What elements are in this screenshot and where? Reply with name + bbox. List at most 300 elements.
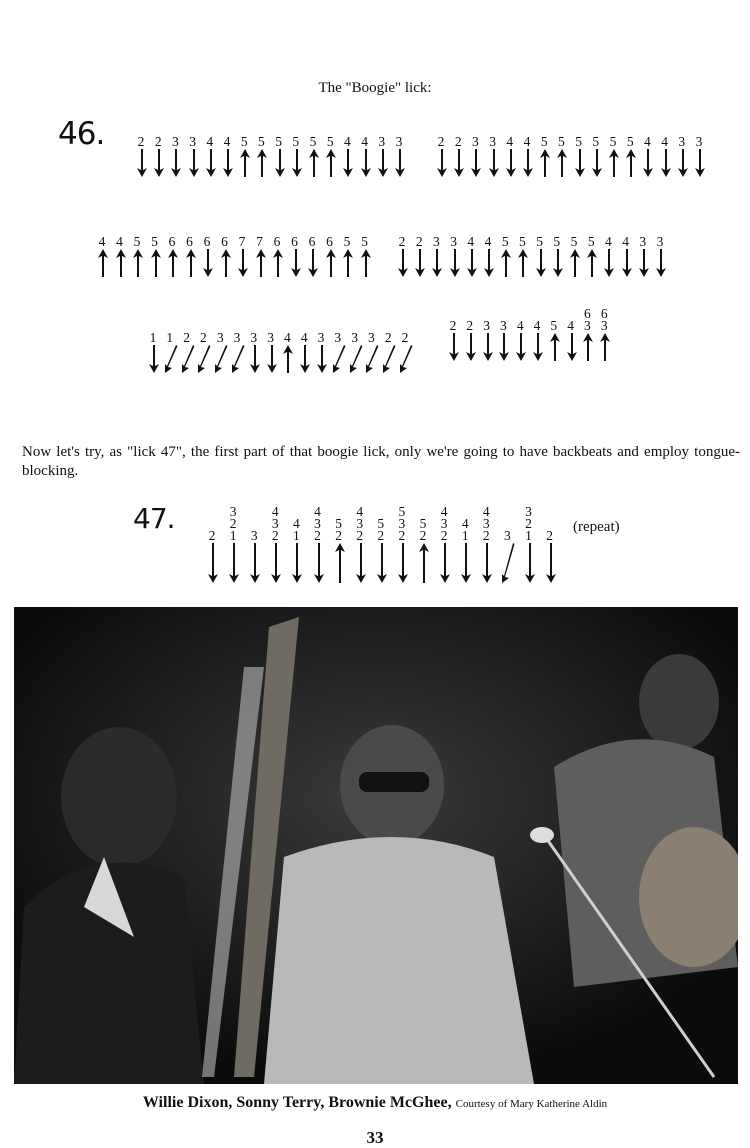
tab-note [166,236,178,277]
tab-note [324,136,336,177]
blow-arrow-up-icon [131,249,145,277]
tab-hole-number: 4 [284,330,291,345]
draw-arrow-down-icon [487,149,501,177]
tab-note [534,236,546,277]
tab-hole-number: 5 [536,234,543,249]
tab-note [312,506,324,583]
tab-note [624,136,636,177]
photo-caption [0,1094,750,1112]
right-musician-head [639,654,719,750]
tab-note [248,332,260,373]
tab-hole-number: 2 [208,528,216,543]
draw-arrow-down-icon [531,333,545,361]
blow-arrow-up-icon [417,543,431,583]
tab-hole-number: 1 [293,528,300,543]
tab-note [315,332,327,373]
tab-note [96,236,108,277]
tab-hole-number: 5 [309,134,317,149]
draw-arrow-down-icon [290,543,304,583]
tab-hole-number: 5 [361,234,368,249]
blow-arrow-up-icon [307,149,321,177]
draw-arrow-down-icon [464,333,478,361]
bend-arrow-icon [349,345,363,373]
draw-arrow-down-icon [544,543,558,583]
caption-credit: Courtesy of Mary Katherine Aldin [455,1098,608,1110]
draw-arrow-down-icon [659,149,673,177]
tab-note [290,518,302,583]
draw-arrow-down-icon [341,149,355,177]
tab-note [654,236,666,277]
tab-hole-number: 4 [484,234,492,249]
tab-hole-number: 3 [656,234,664,249]
tab-hole-number: 3 [489,134,496,149]
tab-hole-number: 3 [584,318,591,333]
tab-hole-number: 2 [419,528,427,543]
tab-note [438,506,450,583]
bend-arrow-icon [164,345,178,373]
tab-hole-number: 4 [661,134,668,149]
blow-arrow-up-icon [624,149,638,177]
bend-arrow-icon [181,345,195,373]
tab-hole-number: 2 [415,234,423,249]
tab-hole-number: 6 [221,234,228,249]
tab-hole-number: 4 [116,234,123,249]
tab-note [204,136,216,177]
tab-hole-number: 3 [314,516,321,531]
tab-hole-number: 3 [216,330,224,345]
draw-arrow-down-icon [187,149,201,177]
tab-note [464,320,476,361]
tab-note [497,320,509,361]
tab-note [523,506,535,583]
tab-hole-number: 4 [206,134,214,149]
tab-hole-number: 4 [440,504,448,519]
tab-note [565,320,577,361]
tab-note [254,236,266,277]
draw-arrow-down-icon [534,249,548,277]
tab-note [641,136,653,177]
blow-arrow-up-icon [96,249,110,277]
tab-hole-number: 2 [314,528,321,543]
tab-note [568,236,580,277]
tab-note [149,236,161,277]
tab-hole-number: 4 [300,330,308,345]
draw-arrow-down-icon [306,249,320,277]
draw-arrow-down-icon [459,543,473,583]
tab-hole-number: 5 [570,234,578,249]
tab-note [521,136,533,177]
tab-note [602,236,614,277]
blow-arrow-up-icon [281,345,295,373]
tab-hole-number: 2 [356,528,364,543]
tab-note [135,136,147,177]
draw-arrow-down-icon [298,345,312,373]
tab-note [271,236,283,277]
blow-arrow-up-icon [238,149,252,177]
tab-hole-number: 6 [326,234,333,249]
tab-note [501,530,513,583]
draw-arrow-down-icon [147,345,161,373]
tab-hole-number: 3 [472,134,479,149]
draw-arrow-down-icon [413,249,427,277]
tab-note [481,320,493,361]
tab-note [538,136,550,177]
tab-hole-number: 6 [291,234,298,249]
draw-arrow-down-icon [654,249,668,277]
draw-arrow-down-icon [396,249,410,277]
page-title: The "Boogie" lick: [318,80,432,96]
blow-arrow-up-icon [516,249,530,277]
tab-hole-number: 4 [271,504,279,519]
tab-hole-number: 2 [525,516,532,531]
draw-arrow-down-icon [375,543,389,583]
tab-note [281,332,293,373]
draw-arrow-down-icon [481,333,495,361]
draw-arrow-down-icon [438,543,452,583]
tab-note [693,136,705,177]
blow-arrow-up-icon [271,249,285,277]
tab-hole-number: 3 [229,504,237,519]
tab-note [219,236,231,277]
draw-arrow-down-icon [204,149,218,177]
tab-note [290,136,302,177]
tab-note [332,332,344,373]
tab-note [504,136,516,177]
tab-note [544,530,556,583]
tab-note [359,236,371,277]
example-47-number: 47. [133,502,175,535]
tab-note [551,236,563,277]
tab-hole-number: 4 [644,134,651,149]
tab-note [354,506,366,583]
tab-hole-number: 5 [258,134,265,149]
blow-arrow-up-icon [324,149,338,177]
draw-arrow-down-icon [497,333,511,361]
tab-note [231,332,243,373]
tab-hole-number: 4 [482,504,490,519]
tab-note [131,236,143,277]
tab-hole-number: 2 [335,528,342,543]
tab-hole-number: 2 [440,528,448,543]
tab-hole-number: 3 [395,134,403,149]
microphone [530,827,554,843]
tab-note [480,506,492,583]
draw-arrow-down-icon [152,149,166,177]
tab-hole-number: 5 [343,234,351,249]
tab-hole-number: 2 [137,134,145,149]
tab-hole-number: 3 [695,134,703,149]
tab-note [184,236,196,277]
tab-hole-number: 5 [553,234,561,249]
tab-note [659,136,671,177]
tab-hole-number: 3 [398,516,406,531]
tab-note [514,320,526,361]
bend-arrow-icon [197,345,211,373]
draw-arrow-down-icon [637,249,651,277]
bend-arrow-icon [399,345,413,373]
tab-hole-number: 2 [398,234,406,249]
draw-arrow-down-icon [523,543,537,583]
tab-hole-number: 3 [356,516,364,531]
tab-hole-number: 2 [384,330,392,345]
tab-hole-number: 4 [467,234,475,249]
draw-arrow-down-icon [480,543,494,583]
tab-hole-number: 3 [482,516,490,531]
tab-note [269,506,281,583]
tab-hole-number: 4 [605,234,612,249]
tab-note [516,236,528,277]
tab-hole-number: 5 [587,234,595,249]
tab-note [573,136,585,177]
tab-note [221,136,233,177]
tab-hole-number: 3 [433,234,440,249]
tab-hole-number: 3 [639,234,647,249]
draw-arrow-down-icon [551,249,565,277]
tab-hole-number: 1 [525,528,532,543]
tab-hole-number: 3 [504,528,511,543]
tab-hole-number: 5 [292,134,300,149]
tab-hole-number: 5 [575,134,582,149]
tab-hole-number: 4 [523,134,531,149]
tab-hole-number: 3 [600,318,608,333]
tab-hole-number: 2 [154,134,162,149]
example-46-number: 46. [58,116,105,152]
tab-hole-number: 2 [398,528,406,543]
draw-arrow-down-icon [521,149,535,177]
tab-note [333,518,345,583]
tab-note [607,136,619,177]
tab-note [531,320,543,361]
bend-arrow-icon [231,345,245,373]
tab-hole-number: 2 [437,134,445,149]
tab-hole-number: 3 [233,330,241,345]
tab-note [435,136,447,177]
blow-arrow-up-icon [324,249,338,277]
blow-arrow-up-icon [555,149,569,177]
tab-hole-number: 5 [592,134,600,149]
tab-hole-number: 4 [293,516,300,531]
tab-hole-number: 3 [317,330,325,345]
tab-note [187,136,199,177]
tab-hole-number: 1 [149,330,157,345]
tab-hole-number: 4 [314,504,321,519]
tab-note [581,308,593,361]
tab-hole-number: 6 [203,234,211,249]
draw-arrow-down-icon [448,249,462,277]
draw-arrow-down-icon [676,149,690,177]
tab-hole-number: 4 [567,318,574,333]
repeat-label: (repeat) [573,519,620,535]
tab-note [447,320,459,361]
tab-note [465,236,477,277]
tab-note [236,236,248,277]
tab-hole-number: 5 [151,234,158,249]
tab-hole-number: 3 [378,134,386,149]
blow-arrow-up-icon [149,249,163,277]
draw-arrow-down-icon [359,149,373,177]
tab-hole-number: 3 [440,516,448,531]
tab-hole-number: 5 [326,134,334,149]
tab-note [365,332,377,373]
tab-hole-number: 3 [525,504,532,519]
blow-arrow-up-icon [585,249,599,277]
tab-note [590,136,602,177]
tab-hole-number: 2 [271,528,279,543]
draw-arrow-down-icon [248,345,262,373]
blow-arrow-up-icon [568,249,582,277]
tab-note [499,236,511,277]
blow-arrow-up-icon [333,543,347,583]
tab-hole-number: 5 [133,234,141,249]
draw-arrow-down-icon [265,345,279,373]
tab-note [341,236,353,277]
tab-note [306,236,318,277]
draw-arrow-down-icon [514,333,528,361]
tab-hole-number: 2 [449,318,457,333]
tab-hole-number: 3 [250,330,258,345]
draw-arrow-down-icon [482,249,496,277]
tab-hole-number: 3 [250,528,258,543]
draw-arrow-down-icon [169,149,183,177]
tab-hole-number: 5 [240,134,248,149]
tab-hole-number: 3 [678,134,686,149]
tab-note [307,136,319,177]
tab-note [413,236,425,277]
tab-note [201,236,213,277]
blow-arrow-up-icon [255,149,269,177]
blow-arrow-up-icon [499,249,513,277]
tab-hole-number: 5 [550,318,558,333]
tab-hole-number: 2 [200,330,207,345]
tab-hole-number: 6 [308,234,316,249]
tab-note [448,236,460,277]
blow-arrow-up-icon [538,149,552,177]
caption-names: Willie Dixon, Sonny Terry, Brownie McGhee, [142,1094,452,1111]
draw-arrow-down-icon [620,249,634,277]
tab-hole-number: 1 [461,528,469,543]
tab-note [396,236,408,277]
tab-note [164,332,176,373]
tab-note [452,136,464,177]
bend-arrow-icon [332,345,346,373]
tab-note [324,236,336,277]
draw-arrow-down-icon [465,249,479,277]
draw-arrow-down-icon [435,149,449,177]
draw-arrow-down-icon [221,149,235,177]
tab-note [459,518,471,583]
tab-note [265,332,277,373]
tab-note [114,236,126,277]
tab-note [598,308,610,361]
draw-arrow-down-icon [590,149,604,177]
tab-hole-number: 5 [419,516,427,531]
tab-hole-number: 2 [183,330,190,345]
bend-arrow-icon [501,543,515,583]
tab-hole-number: 3 [334,330,342,345]
draw-arrow-down-icon [452,149,466,177]
tab-hole-number: 5 [558,134,565,149]
blow-arrow-up-icon [254,249,268,277]
tab-note [396,506,408,583]
draw-arrow-down-icon [227,543,241,583]
draw-arrow-down-icon [236,249,250,277]
tab-note [469,136,481,177]
tab-hole-number: 5 [519,234,526,249]
tab-hole-number: 2 [466,318,474,333]
tab-hole-number: 5 [398,504,406,519]
tab-note [349,332,361,373]
instruction-paragraph: Now let's try, as "lick 47", the first part of that boogie lick, only we're going to have backbeats and employ tongue-blocking. [22,444,740,479]
tab-note [214,332,226,373]
blow-arrow-up-icon [166,249,180,277]
tab-note [637,236,649,277]
tab-hole-number: 5 [335,516,342,531]
tab-hole-number: 6 [584,306,591,321]
draw-arrow-down-icon [206,543,220,583]
bend-arrow-icon [214,345,228,373]
tab-note [548,320,560,361]
blow-arrow-up-icon [581,333,595,361]
tab-hole-number: 3 [500,318,507,333]
page-number: 33 [366,1128,384,1147]
blow-arrow-up-icon [114,249,128,277]
tab-note [273,136,285,177]
tab-hole-number: 3 [450,234,457,249]
tab-hole-number: 2 [377,528,385,543]
tab-note [238,136,250,177]
tab-hole-number: 4 [356,504,364,519]
tab-note [341,136,353,177]
tab-note [482,236,494,277]
tab-hole-number: 6 [168,234,176,249]
draw-arrow-down-icon [641,149,655,177]
tab-hole-number: 5 [501,234,509,249]
tab-note [152,136,164,177]
tab-hole-number: 1 [166,330,174,345]
tab-note [430,236,442,277]
tab-note [382,332,394,373]
tab-hole-number: 3 [172,134,179,149]
tab-hole-number: 3 [368,330,375,345]
draw-arrow-down-icon [565,333,579,361]
draw-arrow-down-icon [315,345,329,373]
tab-hole-number: 3 [271,516,279,531]
bend-arrow-icon [365,345,379,373]
blow-arrow-up-icon [184,249,198,277]
tab-hole-number: 3 [267,330,274,345]
tab-hole-number: 4 [98,234,106,249]
tab-hole-number: 7 [256,234,263,249]
tab-hole-number: 4 [533,318,541,333]
draw-arrow-down-icon [289,249,303,277]
tab-note [676,136,688,177]
draw-arrow-down-icon [693,149,707,177]
tab-hole-number: 4 [223,134,231,149]
tab-hole-number: 5 [275,134,282,149]
tab-hole-number: 6 [273,234,281,249]
tab-note [620,236,632,277]
tab-hole-number: 6 [186,234,193,249]
tab-hole-number: 2 [546,528,553,543]
draw-arrow-down-icon [430,249,444,277]
tab-hole-number: 3 [483,318,490,333]
blow-arrow-up-icon [341,249,355,277]
draw-arrow-down-icon [269,543,283,583]
blow-arrow-up-icon [548,333,562,361]
tab-note [248,530,260,583]
tab-note [417,518,429,583]
tab-note [169,136,181,177]
